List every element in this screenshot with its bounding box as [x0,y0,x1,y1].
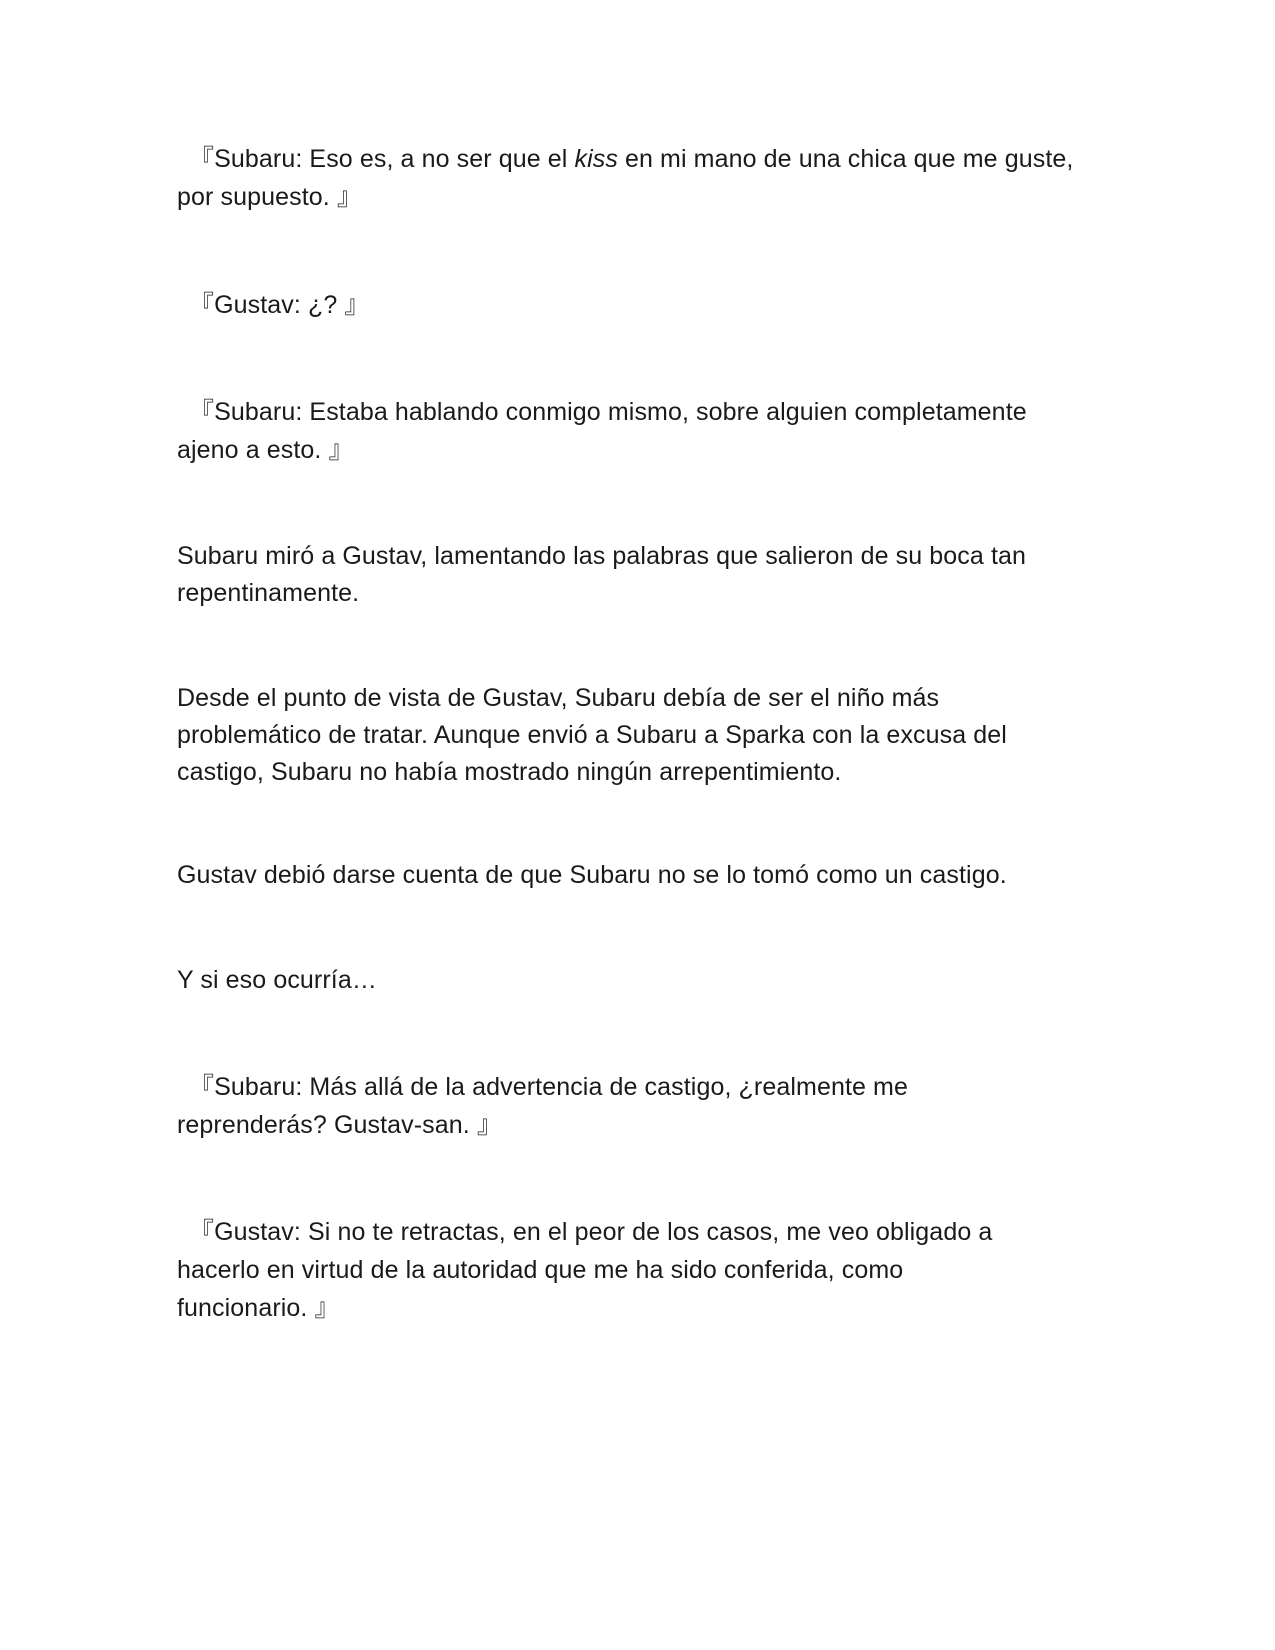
dialogue-text: hacerlo en virtud de la autoridad que me ha sido conferida, como [177,1256,904,1284]
dialogue-text: en mi mano de una chica que me guste, [617,145,1074,173]
dialogue-paragraph [177,393,1107,469]
dialogue-paragraph [177,1068,1107,1144]
dialogue-text: funcionario. 』 [177,1294,340,1322]
narration-paragraph [177,680,1107,791]
narration-paragraph [177,857,1107,894]
dialogue-paragraph [177,140,1107,216]
dialogue-text: ajeno a esto. 』 [177,436,354,464]
dialogue-text: Gustav: ¿? 』 [214,291,370,319]
dialogue-text: Subaru: Eso es, a no ser que el [214,145,575,173]
dialogue-text: Subaru: Estaba hablando conmigo mismo, sobre alguien completamente [214,398,1027,426]
dialogue-text: Gustav: Si no te retractas, en el peor de los casos, me veo obligado a [214,1218,993,1246]
narration-text: castigo, Subaru no había mostrado ningún arrepentimiento. [177,758,842,786]
dialogue-open-bracket: 『 [189,398,215,426]
dialogue-text: Subaru: Más allá de la advertencia de castigo, ¿realmente me [214,1073,908,1101]
dialogue-open-bracket: 『 [189,145,215,173]
narration-text: repentinamente. [177,579,360,607]
narration-paragraph [177,962,1107,999]
narration-text: Desde el punto de vista de Gustav, Subaru debía de ser el niño más [177,684,940,712]
emphasized-word: kiss [574,145,618,173]
narration-text: Y si eso ocurría… [177,966,377,994]
narration-text: problemático de tratar. Aunque envió a Subaru a Sparka con la excusa del [177,721,1007,749]
dialogue-text: reprenderás? Gustav-san. 』 [177,1111,502,1139]
narration-text: Gustav debió darse cuenta de que Subaru no se lo tomó como un castigo. [177,861,1007,889]
dialogue-open-bracket: 『 [189,1218,215,1246]
dialogue-paragraph [177,286,1107,324]
narration-text: Subaru miró a Gustav, lamentando las palabras que salieron de su boca tan [177,542,1027,570]
dialogue-text: por supuesto. 』 [177,183,362,211]
dialogue-open-bracket: 『 [189,291,215,319]
dialogue-paragraph [177,1213,1107,1327]
dialogue-open-bracket: 『 [189,1073,215,1101]
narration-paragraph [177,538,1107,612]
